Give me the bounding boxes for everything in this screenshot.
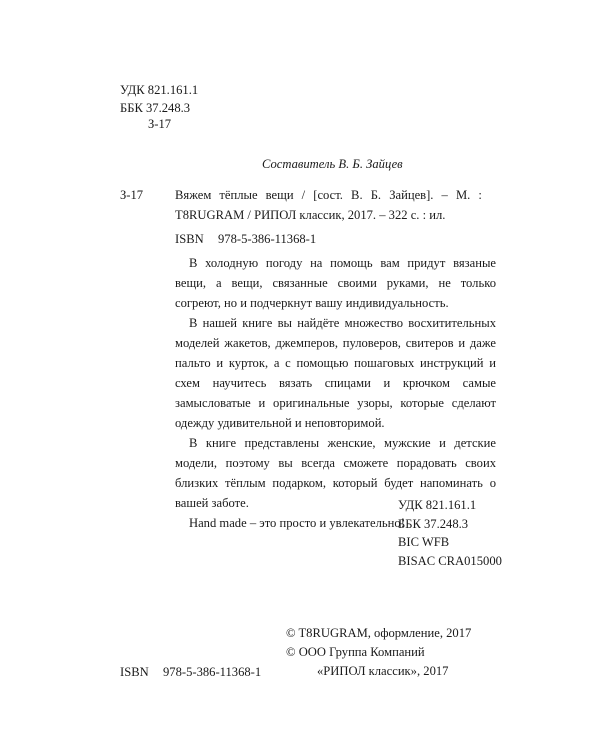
bibliographic-author-mark: З-17 bbox=[120, 188, 144, 202]
bib-word: М. bbox=[455, 188, 471, 202]
bbk-code: ББК 37.248.3 bbox=[398, 516, 469, 531]
copyright-notice bbox=[286, 624, 471, 681]
bib-word: вещи bbox=[265, 188, 294, 202]
isbn-value: 978-5-386-11368-1 bbox=[163, 665, 262, 679]
bib-word: [сост. bbox=[313, 188, 343, 202]
isbn-bottom bbox=[120, 662, 261, 682]
bib-word: Б. bbox=[370, 188, 382, 202]
bbk-code-top: ББК 37.248.3 bbox=[120, 101, 191, 115]
isbn-label: ISBN bbox=[120, 665, 149, 679]
copyright-line: © ООО Группа Компаний bbox=[286, 645, 425, 659]
copyright-line: © T8RUGRAM, оформление, 2017 bbox=[286, 626, 472, 640]
annotation bbox=[175, 253, 496, 533]
bib-word: Зайцев]. bbox=[389, 188, 434, 202]
bibliographic-description bbox=[175, 185, 482, 225]
udk-code-top: УДК 821.161.1 bbox=[120, 83, 199, 97]
udk-code: УДК 821.161.1 bbox=[398, 498, 477, 512]
author-mark-top: З-17 bbox=[148, 117, 172, 131]
bib-word: : bbox=[478, 188, 482, 202]
annotation-paragraph: В книге представлены женские, мужские и детские модели, поэтому вы всегда сможете порадовать своих близких тёплым подарком, который будет напоминать о вашей заботе. bbox=[175, 436, 496, 510]
classification-codes bbox=[398, 496, 502, 570]
bib-word: – bbox=[441, 188, 448, 202]
annotation-paragraph: В нашей книге вы найдёте множество восхитительных моделей жакетов, джемперов, пуловеров, свитеров и даже пальто и курток, а с помощью пошаговых инструкций и схем научитесь вязать спицами и крючком самые замысловатые и оригинальные узоры, которые сделают одежду удивительной и неповторимой. bbox=[175, 316, 496, 430]
bib-word: тёплые bbox=[219, 188, 258, 202]
annotation-paragraph: В холодную погоду на помощь вам придут вязаные вещи, а вещи, связанные своими руками, не только согреют, но и подчеркнут вашу индивидуальность. bbox=[175, 256, 496, 310]
bib-word: В. bbox=[351, 188, 363, 202]
isbn-middle bbox=[175, 229, 316, 249]
bic-code: BIC WFB bbox=[398, 535, 450, 549]
bib-word: Вяжем bbox=[175, 188, 212, 202]
bib-word: / bbox=[301, 188, 306, 202]
bisac-code: BISAC CRA015000 bbox=[398, 553, 502, 568]
compiler-line: Составитель В. Б. Зайцев bbox=[262, 157, 403, 171]
isbn-value: 978-5-386-11368-1 bbox=[218, 232, 317, 246]
bibliographic-line-1 bbox=[175, 185, 482, 205]
annotation-paragraph: Hand made – это просто и увлекательно! bbox=[189, 516, 405, 530]
copyright-line: «РИПОЛ классик», 2017 bbox=[317, 664, 449, 678]
isbn-label: ISBN bbox=[175, 232, 204, 246]
bibliographic-line-2: T8RUGRAM / РИПОЛ классик, 2017. – 322 с. : ил. bbox=[175, 208, 446, 222]
